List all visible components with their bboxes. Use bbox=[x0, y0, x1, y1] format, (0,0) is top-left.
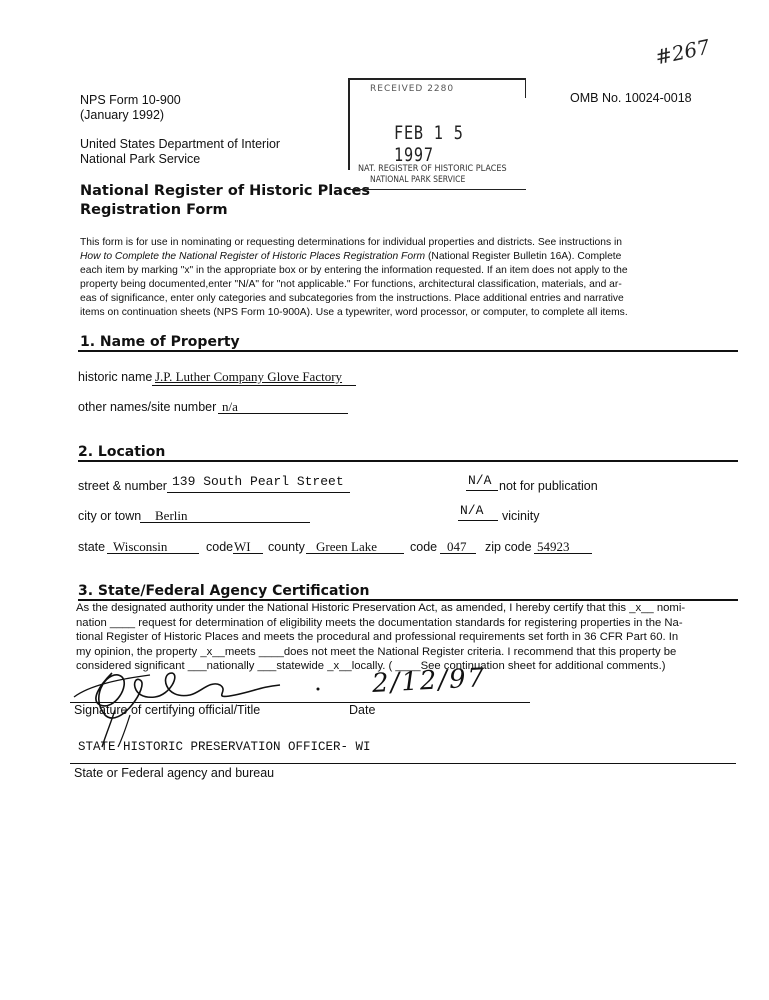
section3-heading: 3. State/Federal Agency Certification bbox=[78, 583, 370, 599]
certification-line: considered significant ___nationally ___statewide _x__locally. ( ____See continuation sheet for additional comments.) bbox=[76, 660, 666, 672]
handwritten-date: 2/12/97 bbox=[371, 663, 487, 699]
zip-line bbox=[534, 553, 592, 554]
certification-line: As the designated authority under the National Historic Preservation Act, as amended, I hereby certify that this _x__ nomi- bbox=[76, 602, 686, 614]
form-number: NPS Form 10-900 bbox=[80, 93, 181, 107]
intro-line: This form is for use in nominating or requesting determinations for individual properties and districts. See instructions in bbox=[80, 237, 622, 248]
code-value: WI bbox=[234, 539, 251, 554]
agency-line bbox=[70, 763, 736, 764]
vicinity-label: vicinity bbox=[502, 509, 540, 523]
agency-label: State or Federal agency and bureau bbox=[74, 766, 275, 780]
stamp-register: NAT. REGISTER OF HISTORIC PLACES bbox=[358, 164, 507, 174]
zip-value: 54923 bbox=[537, 539, 570, 554]
department-name: United States Department of Interior bbox=[80, 137, 281, 151]
handwritten-number: #267 bbox=[653, 34, 712, 70]
stamp-received: RECEIVED 2280 bbox=[370, 84, 455, 94]
not-for-publication-label: not for publication bbox=[499, 479, 598, 493]
stamp-park-service: NATIONAL PARK SERVICE bbox=[370, 175, 466, 185]
certification-line: tional Register of Historic Places and meets the procedural and professional requirements set forth in 36 CFR Part 60. In bbox=[76, 631, 679, 643]
street-na-line bbox=[466, 490, 498, 491]
code-label: code bbox=[206, 540, 234, 554]
intro-line bbox=[80, 250, 680, 264]
intro-line-rest: (National Register Bulletin 16A). Complete bbox=[425, 251, 622, 262]
intro-guide-title: How to Complete the National Register of Historic Places Registration Form bbox=[80, 251, 426, 262]
intro-line: each item by marking "x" in the appropriate box or by entering the information requested. If an item does not apply to the bbox=[80, 265, 628, 276]
certification-line: nation ____ request for determination of eligibility meets the documentation standards for registering properties in the Na- bbox=[76, 616, 683, 629]
county-line bbox=[306, 553, 404, 554]
section1-rule bbox=[78, 350, 738, 352]
county-code-line bbox=[440, 553, 476, 554]
county-label: county bbox=[268, 540, 305, 554]
city-na: N/A bbox=[460, 503, 484, 518]
agency-name: National Park Service bbox=[80, 152, 201, 166]
other-names-value: n/a bbox=[222, 399, 238, 414]
date-label: Date bbox=[349, 703, 376, 717]
form-date: (January 1992) bbox=[80, 108, 165, 122]
street-value: 139 South Pearl Street bbox=[172, 474, 344, 489]
intro-paragraph bbox=[80, 236, 680, 320]
street-na: N/A bbox=[468, 473, 492, 488]
omb-number: OMB No. 10024-0018 bbox=[570, 91, 692, 105]
historic-name-line bbox=[152, 385, 356, 386]
official-title: STATE HISTORIC PRESERVATION OFFICER- WI bbox=[78, 740, 371, 754]
certification-line: my opinion, the property _x__meets ____does not meet the National Register criteria. I recommend that this property be bbox=[76, 645, 677, 658]
other-names-line bbox=[218, 413, 348, 414]
code-line bbox=[233, 553, 263, 554]
street-line bbox=[167, 492, 350, 493]
section2-rule bbox=[78, 460, 738, 462]
historic-name-value: J.P. Luther Company Glove Factory bbox=[155, 369, 343, 384]
county-code-label: code bbox=[410, 540, 438, 554]
signature-label: Signature of certifying official/Title bbox=[74, 703, 261, 717]
intro-line: property being documented,enter "N/A" for "not applicable." For functions, architectural classification, materials, and ar- bbox=[80, 279, 622, 290]
street-label: street & number bbox=[78, 479, 167, 493]
state-value: Wisconsin bbox=[113, 539, 168, 554]
intro-line: eas of significance, enter only categories and subcategories from the instructions. Place additional entries and narrative bbox=[80, 293, 624, 304]
intro-line: items on continuation sheets (NPS Form 10-900A). Use a typewriter, word processor, or computer, to complete all items. bbox=[80, 307, 628, 318]
state-line bbox=[107, 553, 199, 554]
received-stamp bbox=[348, 78, 526, 190]
county-value: Green Lake bbox=[316, 539, 377, 554]
stamp-date: FEB 1 5 1997 bbox=[394, 122, 464, 166]
form-subtitle: Registration Form bbox=[80, 202, 228, 218]
zip-label: zip code bbox=[485, 540, 532, 554]
county-code-value: 047 bbox=[447, 539, 467, 554]
city-label: city or town bbox=[78, 509, 142, 523]
section1-heading: 1. Name of Property bbox=[80, 334, 240, 350]
section2-heading: 2. Location bbox=[78, 444, 166, 460]
city-line bbox=[140, 522, 310, 523]
form-title: National Register of Historic Places bbox=[80, 183, 371, 199]
state-label: state bbox=[78, 540, 106, 554]
historic-name-label: historic name bbox=[78, 370, 153, 384]
city-value: Berlin bbox=[155, 508, 188, 523]
other-names-label: other names/site number bbox=[78, 400, 217, 414]
city-na-line bbox=[458, 520, 498, 521]
